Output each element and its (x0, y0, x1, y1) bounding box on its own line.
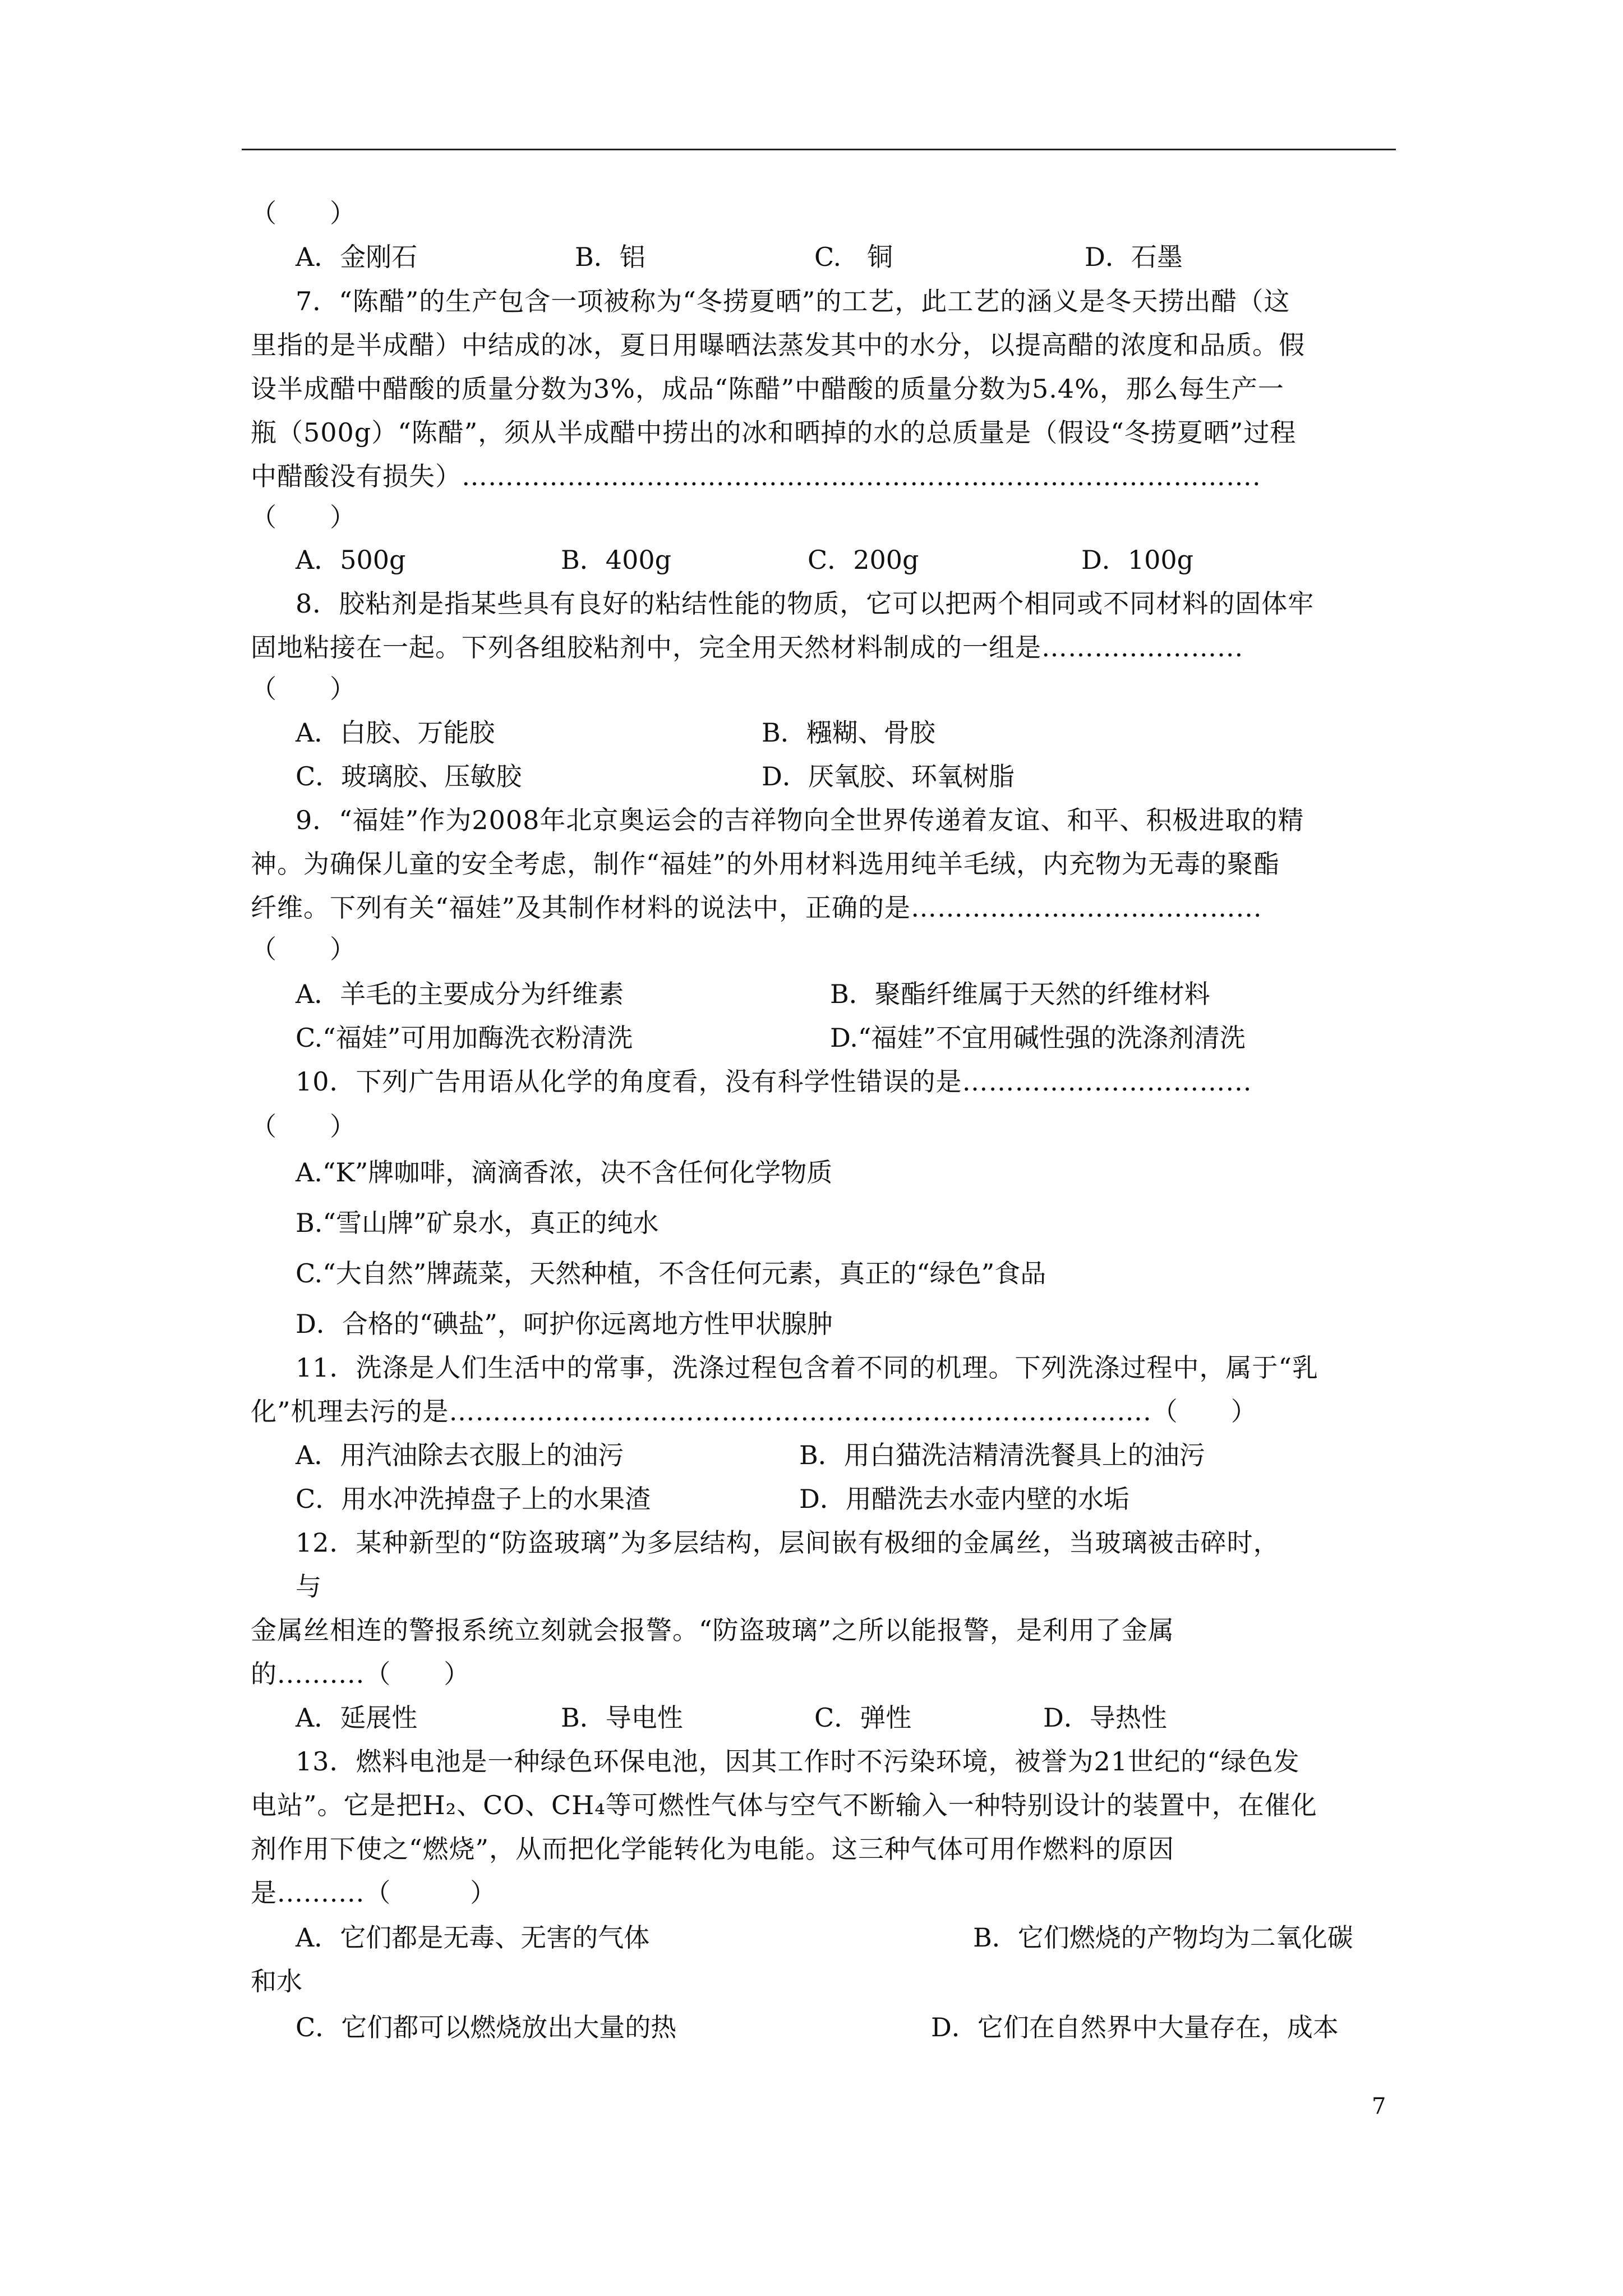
q9-line-3: 纤维。下列有关“福娃”及其制作材料的说法中，正确的是……………….………………... (251, 892, 1262, 923)
q8-option-a: A．白胶、万能胶 (296, 717, 495, 748)
q11-line-1: 11．洗涤是人们生活中的常事，洗涤过程包含着不同的机理。下列洗涤过程中，属于“乳 (296, 1352, 1319, 1383)
q7-option-b: B．400g (561, 545, 672, 575)
q12-option-c: C．弹性 (814, 1703, 912, 1733)
q10-line-1: 10．下列广告用语从化学的角度看，没有科学性错误的是…………………………... (296, 1066, 1252, 1097)
q6-option-b: B．铝 (575, 242, 645, 272)
q9-option-b: B．聚酯纤维属于天然的纤维材料 (830, 979, 1210, 1009)
q10-option-c: C.“大自然”牌蔬菜，天然种植，不含任何元素，真正的“绿色”食品 (296, 1258, 1046, 1289)
q9-option-a: A．羊毛的主要成分为纤维素 (296, 979, 624, 1009)
q7-line-3: 设半成醋中醋酸的质量分数为3%，成品“陈醋”中醋酸的质量分数为5.4%，那么每生产一 (251, 374, 1284, 404)
q13-option-d: D．它们在自然界中大量存在，成本 (931, 2012, 1339, 2042)
q9-line-1: 9．“福娃”作为2008年北京奥运会的吉祥物向全世界传递着友谊、和平、积极进取的精 (296, 805, 1304, 835)
q12-line-3: 金属丝相连的警报系统立刻就会报警。“防盗玻璃”之所以能报警，是利用了金属 (251, 1615, 1175, 1645)
q12-option-a: A．延展性 (296, 1703, 418, 1733)
q8-line-1: 8．胶粘剂是指某些具有良好的粘结性能的物质，它可以把两个相同或不同材料的固体牢 (296, 588, 1315, 619)
q10-option-b: B.“雪山牌”矿泉水，真正的纯水 (296, 1208, 659, 1238)
q11-line-2: 化”机理去污的是…………….……………………………………………………….（ ） (251, 1396, 1257, 1427)
q12-line-4: 的..........（ ） (251, 1659, 471, 1689)
q7-line-5: 中醋酸没有损失）………………………………………………………………………………. (251, 461, 1261, 491)
q9-answer-paren: （ ） (251, 934, 356, 964)
q7-line-1: 7．“陈醋”的生产包含一项被称为“冬捞夏晒”的工艺，此工艺的涵义是冬天捞出醋（这 (296, 286, 1290, 316)
q11-option-d: D．用醋洗去水壶内壁的水垢 (799, 1484, 1129, 1514)
q7-option-d: D．100g (1081, 545, 1194, 575)
q8-answer-paren: （ ） (251, 674, 356, 704)
q6-answer-paren: （ ） (251, 198, 356, 228)
page-number: 7 (1372, 2093, 1386, 2119)
q9-option-d: D.“福娃”不宜用碱性强的洗涤剂清洗 (830, 1023, 1246, 1053)
q12-option-b: B．导电性 (561, 1703, 683, 1733)
q7-line-4: 瓶（500g）“陈醋”，须从半成醋中捞出的冰和晒掉的水的总质量是（假设“冬捞夏晒”过程 (251, 417, 1297, 448)
q8-option-c: C．玻璃胶、压敏胶 (296, 761, 522, 792)
header-rule (242, 149, 1396, 150)
q12-option-d: D．导热性 (1043, 1703, 1167, 1733)
q11-option-a: A．用汽油除去衣服上的油污 (296, 1440, 624, 1470)
q13-line-1: 13．燃料电池是一种绿色环保电池，因其工作时不污染环境，被誉为21世纪的“绿色发 (296, 1746, 1300, 1777)
q10-option-a: A.“K”牌咖啡，滴滴香浓，决不含任何化学物质 (296, 1157, 833, 1188)
q10-answer-paren: （ ） (251, 1111, 356, 1142)
q13-line-3: 剂作用下使之“燃烧”，从而把化学能转化为电能。这三种气体可用作燃料的原因 (251, 1834, 1175, 1864)
q10-option-d: D．合格的“碘盐”，呵护你远离地方性甲状腺肿 (296, 1309, 833, 1339)
q6-option-a: A．金刚石 (296, 242, 418, 272)
q6-option-c: C. 铜 (814, 242, 893, 272)
q6-option-d: D．石墨 (1085, 242, 1183, 272)
q8-line-2: 固地粘接在一起。下列各组胶粘剂中，完全用天然材料制成的一组是………..………... (251, 632, 1244, 662)
q13-line-4: 是..........（ ） (251, 1878, 497, 1908)
q11-option-b: B．用白猫洗洁精清洗餐具上的油污 (799, 1440, 1205, 1470)
q13-line-2: 电站”。它是把H₂、CO、CH₄等可燃性气体与空气不断输入一种特别设计的装置中，在催化 (251, 1790, 1317, 1820)
q9-option-c: C.“福娃”可用加酶洗衣粉清洗 (296, 1023, 633, 1053)
q8-option-d: D．厌氧胶、环氧树脂 (762, 761, 1015, 792)
q11-option-c: C．用水冲洗掉盘子上的水果渣 (296, 1484, 651, 1514)
q7-answer-paren: （ ） (251, 502, 356, 532)
q12-line-1: 12．某种新型的“防盗玻璃”为多层结构，层间嵌有极细的金属丝，当玻璃被击碎时， (296, 1527, 1280, 1558)
q7-option-c: C．200g (808, 545, 919, 575)
q7-line-2: 里指的是半成醋）中结成的冰，夏日用曝晒法蒸发其中的水分，以提高醋的浓度和品质。假 (251, 330, 1305, 360)
q9-line-2: 神。为确保儿童的安全考虑，制作“福娃”的外用材料选用纯羊毛绒，内充物为无毒的聚酯 (251, 849, 1280, 879)
q13-option-b: B．它们燃烧的产物均为二氧化碳 (973, 1922, 1353, 1953)
q7-option-a: A．500g (296, 545, 406, 575)
q13-option-c: C．它们都可以燃烧放出大量的热 (296, 2012, 677, 2042)
q13-option-b-continued: 和水 (251, 1966, 302, 1996)
q8-option-b: B．糨糊、骨胶 (762, 717, 935, 748)
q12-line-2: 与 (296, 1571, 322, 1602)
q13-option-a: A．它们都是无毒、无害的气体 (296, 1922, 650, 1953)
